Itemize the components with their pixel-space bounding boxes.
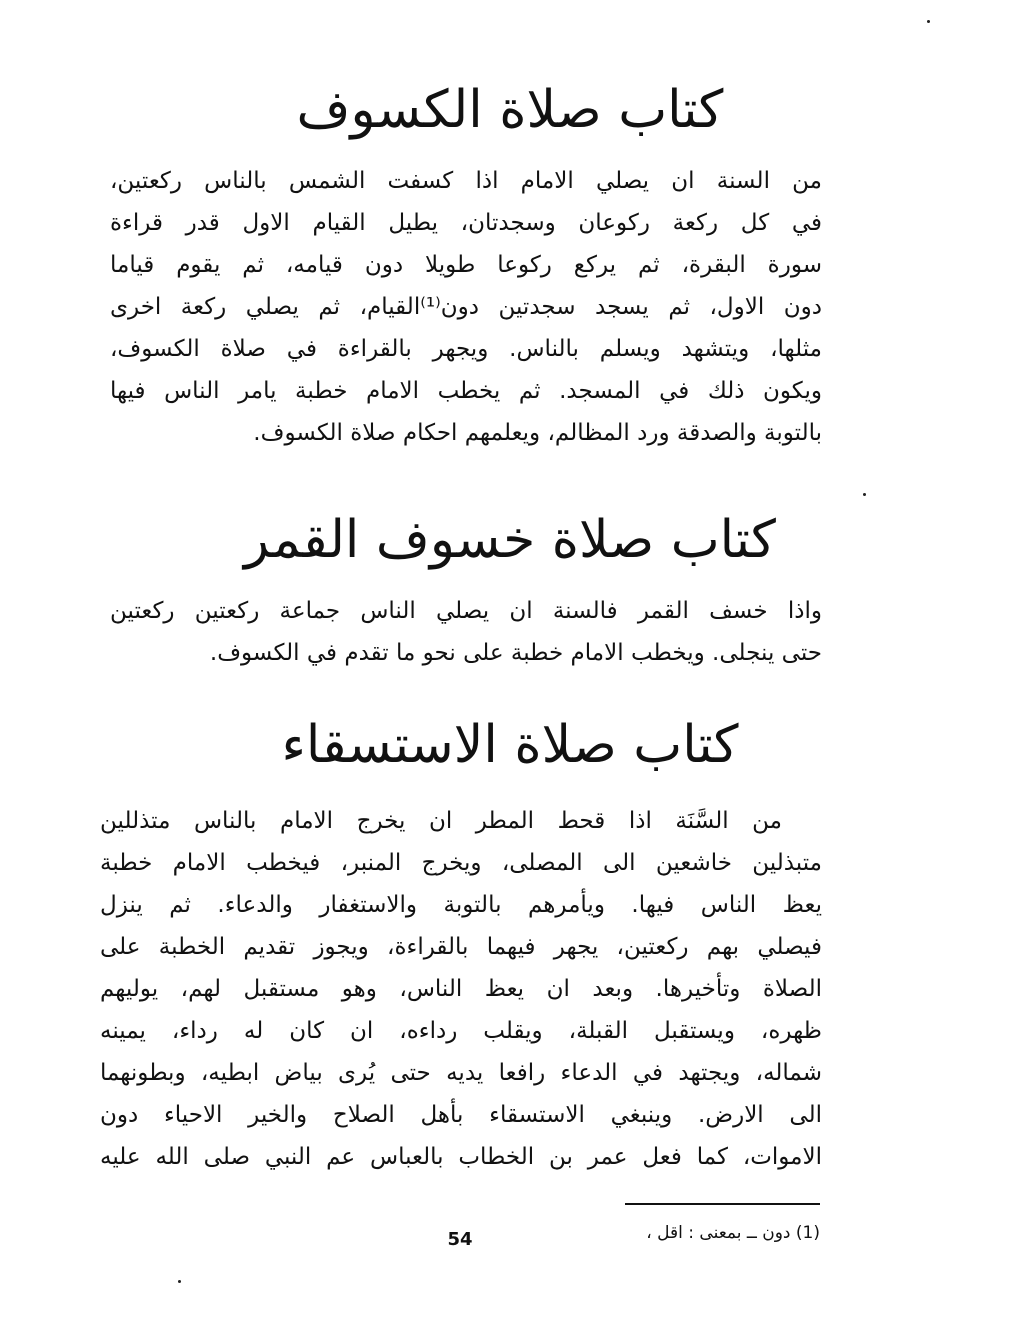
section-title-lunar-eclipse: كتاب صلاة خسوف القمر	[244, 510, 776, 570]
scan-speck	[178, 1280, 181, 1283]
text-line: حتى ينجلى. ويخطب الامام خطبة على نحو ما تقدم في الكسوف.	[209, 640, 822, 666]
text-line: يعظ الناس فيها. ويأمرهم بالتوبة والاستغفار والدعاء. ثم ينزل	[100, 892, 822, 918]
text-line: بالتوبة والصدقة ورد المظالم، ويعلمهم احكام صلاة الكسوف.	[253, 420, 822, 446]
paragraph-rain-prayer	[100, 800, 822, 1190]
text-line: الى الارض. وينبغي الاستسقاء بأهل الصلاح والخير الاحياء دون	[100, 1102, 822, 1128]
text-line: ويكون ذلك في المسجد. ثم يخطب الامام خطبة يامر الناس فيها	[110, 378, 822, 404]
footnote: (1) دون ــ بمعنى : اقل ،	[646, 1223, 820, 1243]
text-line: مثلها، ويتشهد ويسلم بالناس. ويجهر بالقراءة في صلاة الكسوف،	[110, 336, 822, 362]
text-line: في كل ركعة ركوعان وسجدتان، يطيل القيام الاول قدر قراءة	[110, 210, 822, 236]
text-line: شماله، ويجتهد في الدعاء رافعا يديه حتى يُرى بياض ابطيه، وبطونهما	[100, 1060, 822, 1086]
page-number: 54	[447, 1229, 473, 1250]
text-line: الاموات، كما فعل عمر بن الخطاب بالعباس عم النبي صلى الله عليه	[100, 1144, 822, 1170]
section-title-eclipse: كتاب صلاة الكسوف	[296, 80, 724, 140]
text-line: من السنة ان يصلي الامام اذا كسفت الشمس بالناس ركعتين،	[110, 168, 822, 194]
paragraph-lunar-eclipse	[110, 590, 822, 680]
footnote-divider	[625, 1203, 820, 1205]
scan-speck	[927, 20, 930, 23]
text-line: ظهره، ويستقبل القبلة، ويقلب رداءه، ان كان له رداء، يمينه	[100, 1018, 822, 1044]
text-line: متبذلين خاشعين الى المصلى، ويخرج المنبر، فيخطب الامام خطبة	[100, 850, 822, 876]
text-line: فيصلي بهم ركعتين، يجهر فيهما بالقراءة، ويجوز تقديم الخطبة على	[100, 934, 822, 960]
text-line: من السَّنَة اذا قحط المطر ان يخرج الامام بالناس متذللين	[100, 808, 782, 834]
section-title-rain-prayer: كتاب صلاة الاستسقاء	[281, 715, 739, 775]
text-line: واذا خسف القمر فالسنة ان يصلي الناس جماعة ركعتين ركعتين	[110, 598, 822, 624]
text-line: دون الاول، ثم يسجد سجدتين دون⁽¹⁾القيام، ثم يصلي ركعة اخرى	[110, 294, 822, 320]
text-line: الصلاة وتأخيرها. وبعد ان يعظ الناس، وهو مستقبل لهم، يوليهم	[100, 976, 822, 1002]
text-line: سورة البقرة، ثم يركع ركوعا طويلا دون قيامه، ثم يقوم قياما	[110, 252, 822, 278]
scan-speck	[863, 493, 866, 496]
paragraph-eclipse	[110, 160, 822, 460]
